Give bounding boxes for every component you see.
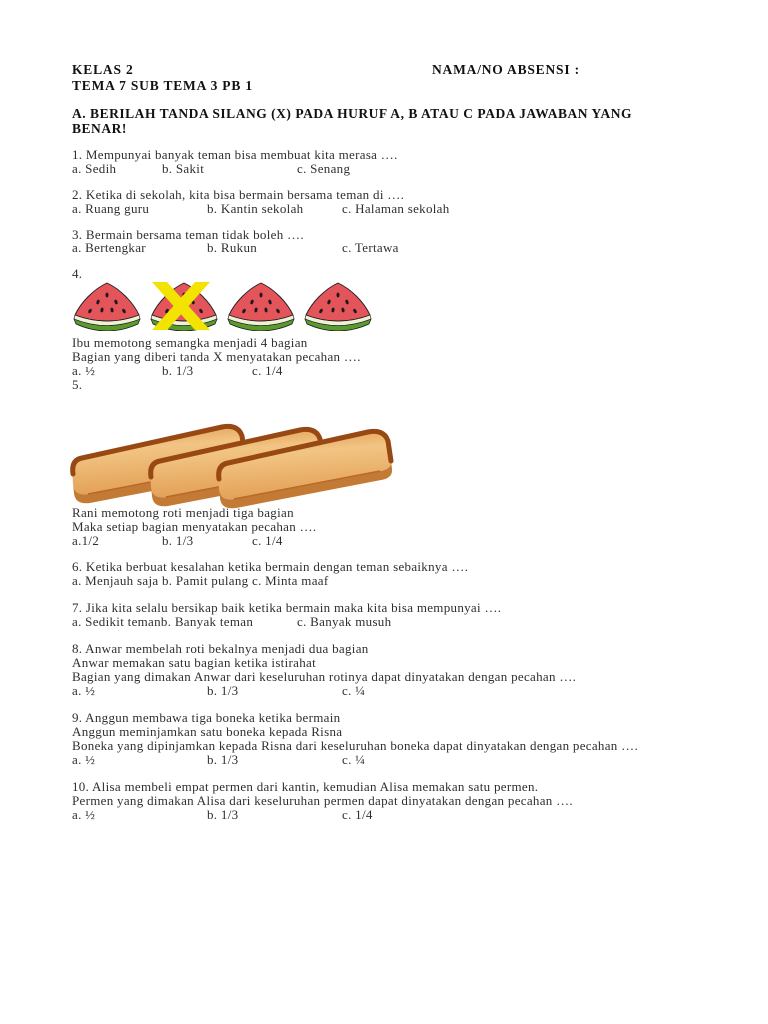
question-text: 10. Alisa membeli empat permen dari kantin, kemudian Alisa memakan satu permen. (72, 779, 539, 794)
question-text: 7. Jika kita selalu bersikap baik ketika bermain maka kita bisa mempunyai …. (72, 600, 502, 615)
watermelon-slice-icon (303, 281, 373, 331)
option-a: a. Bertengkar (72, 240, 146, 255)
option-b: b. 1/3 (207, 683, 239, 698)
question-text: Ibu memotong semangka menjadi 4 bagian (72, 335, 308, 350)
option-c: c. Tertawa (342, 240, 399, 255)
question-text: Bagian yang diberi tanda X menyatakan pecahan …. (72, 349, 361, 364)
watermelon-slice-icon (72, 281, 142, 331)
question-text: 1. Mempunyai banyak teman bisa membuat kita merasa …. (72, 147, 398, 162)
class-label: KELAS 2 (72, 62, 134, 77)
question-text: Boneka yang dipinjamkan kepada Risna dari keseluruhan boneka dapat dinyatakan dengan pecahan …. (72, 738, 639, 753)
option-a: a.1/2 (72, 533, 100, 548)
option-a: a. ½ (72, 807, 96, 822)
option-c: c. Halaman sekolah (342, 201, 450, 216)
question-text: Maka setiap bagian menyatakan pecahan …. (72, 519, 317, 534)
option-c: c. ¼ (342, 752, 366, 767)
option-a-b: a. Sedikit temanb. Banyak teman (72, 614, 254, 629)
name-absence-label: NAMA/NO ABSENSI : (432, 62, 580, 77)
question-text: Anwar memakan satu bagian ketika istirahat (72, 655, 316, 670)
question-text: Rani memotong roti menjadi tiga bagian (72, 505, 294, 520)
option-a: a. ½ (72, 752, 96, 767)
question-text: 6. Ketika berbuat kesalahan ketika bermain dengan teman sebaiknya …. (72, 559, 469, 574)
question-number: 5. (72, 377, 83, 392)
question-text: 2. Ketika di sekolah, kita bisa bermain bersama teman di …. (72, 187, 405, 202)
instruction-line: A. BERILAH TANDA SILANG (X) PADA HURUF A, B ATAU C PADA JAWABAN YANG (72, 106, 633, 121)
question-text: 8. Anwar membelah roti bekalnya menjadi dua bagian (72, 641, 369, 656)
question-text: 3. Bermain bersama teman tidak boleh …. (72, 227, 304, 242)
option-b: b. 1/3 (162, 363, 194, 378)
question-text: Bagian yang dimakan Anwar dari keseluruhan rotinya dapat dinyatakan dengan pecahan …. (72, 669, 577, 684)
option-c: c. 1/4 (342, 807, 373, 822)
option-c: c. 1/4 (252, 533, 283, 548)
options-line: a. Menjauh saja b. Pamit pulang c. Minta maaf (72, 573, 329, 588)
option-a: a. ½ (72, 363, 96, 378)
option-b: b. 1/3 (162, 533, 194, 548)
option-c: c. ¼ (342, 683, 366, 698)
instruction-line: BENAR! (72, 121, 127, 136)
watermelon-slice-icon (226, 281, 296, 331)
question-number: 4. (72, 266, 83, 281)
cross-mark-icon (149, 281, 213, 331)
option-c: c. Senang (297, 161, 351, 176)
option-b: b. 1/3 (207, 752, 239, 767)
option-c: c. 1/4 (252, 363, 283, 378)
question-text: Anggun meminjamkan satu boneka kepada Risna (72, 724, 343, 739)
option-a: a. Sedih (72, 161, 117, 176)
option-b: b. Kantin sekolah (207, 201, 304, 216)
option-c: c. Banyak musuh (297, 614, 392, 629)
question-text: Permen yang dimakan Alisa dari keseluruhan permen dapat dinyatakan dengan pecahan …. (72, 793, 573, 808)
option-a: a. Ruang guru (72, 201, 150, 216)
theme-label: TEMA 7 SUB TEMA 3 PB 1 (72, 78, 253, 93)
option-b: b. Rukun (207, 240, 258, 255)
option-b: b. 1/3 (207, 807, 239, 822)
bread-slices-image (70, 418, 394, 510)
question-text: 9. Anggun membawa tiga boneka ketika bermain (72, 710, 341, 725)
option-b: b. Sakit (162, 161, 205, 176)
option-a: a. ½ (72, 683, 96, 698)
